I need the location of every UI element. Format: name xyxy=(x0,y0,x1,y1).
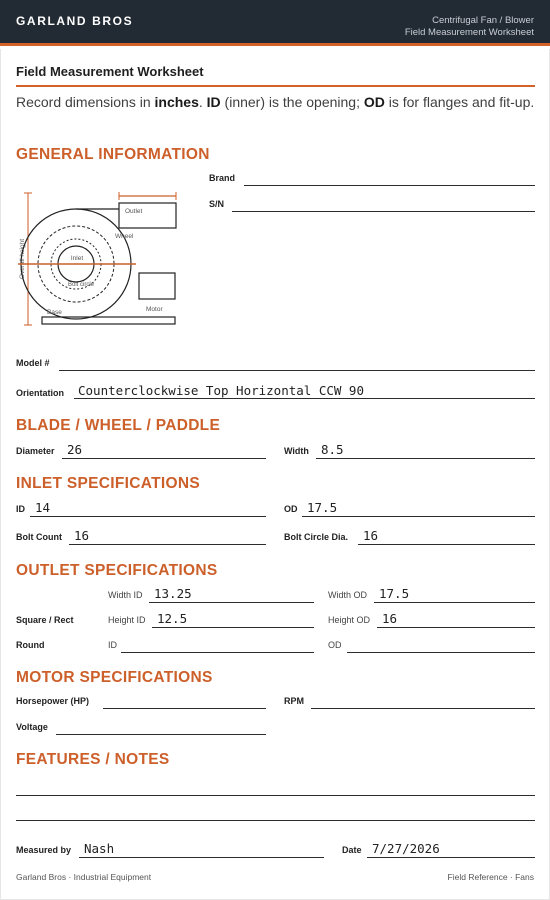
width-field[interactable] xyxy=(316,458,535,459)
section-general-information: GENERAL INFORMATION xyxy=(16,146,210,163)
voltage-label: Voltage xyxy=(16,722,48,732)
model-label: Model # xyxy=(16,358,50,368)
section-blade-wheel-paddle: BLADE / WHEEL / PADDLE xyxy=(16,417,221,434)
date-value: 7/27/2026 xyxy=(372,841,440,856)
inlet-od-field[interactable] xyxy=(302,516,535,517)
base-rect xyxy=(42,317,175,324)
bolt-circle-label: Bolt circle xyxy=(68,282,95,288)
height-od-field[interactable] xyxy=(377,627,535,628)
width-od-value: 17.5 xyxy=(379,586,410,601)
voltage-field[interactable] xyxy=(56,734,266,735)
title-divider xyxy=(16,85,535,87)
bolt-count-value: 16 xyxy=(74,528,90,543)
height-id-field[interactable] xyxy=(152,627,314,628)
intro-text-2: . xyxy=(198,94,207,110)
height-od-value: 16 xyxy=(382,611,398,626)
width-od-label: Width OD xyxy=(328,590,368,600)
section-inlet-specifications: INLET SPECIFICATIONS xyxy=(16,475,200,492)
measured-by-value: Nash xyxy=(84,841,115,856)
round-label: Round xyxy=(16,640,45,650)
worksheet-title: Field Measurement Worksheet xyxy=(16,64,204,79)
orientation-label: Orientation xyxy=(16,388,65,398)
notes-line-2[interactable] xyxy=(16,820,535,821)
height-od-label: Height OD xyxy=(328,615,371,625)
orientation-field[interactable] xyxy=(74,398,535,399)
motor-box xyxy=(139,273,175,299)
round-id-field[interactable] xyxy=(121,652,314,653)
intro-text-3: (inner) is the opening; xyxy=(220,94,364,110)
width-value: 8.5 xyxy=(321,442,344,457)
bolt-circle-dia-field[interactable] xyxy=(358,544,535,545)
intro-inches: inches xyxy=(154,94,199,110)
diameter-field[interactable] xyxy=(62,458,266,459)
horsepower-label: Horsepower (HP) xyxy=(16,696,90,706)
wheel-label: Wheel xyxy=(115,233,134,240)
motor-label: Motor xyxy=(146,306,163,313)
section-motor-specifications: MOTOR SPECIFICATIONS xyxy=(16,669,213,686)
outlet-box xyxy=(119,203,176,228)
date-field[interactable] xyxy=(367,857,535,858)
bolt-circle-dia-value: 16 xyxy=(363,528,379,543)
width-od-field[interactable] xyxy=(374,602,535,603)
width-id-label: Width ID xyxy=(108,590,143,600)
inlet-od-value: 17.5 xyxy=(307,500,338,515)
date-label: Date xyxy=(342,845,362,855)
width-id-value: 13.25 xyxy=(154,586,192,601)
inlet-label: Inlet xyxy=(70,255,84,262)
bolt-count-field[interactable] xyxy=(69,544,266,545)
intro-text-1: Record dimensions in xyxy=(16,94,155,110)
inlet-od-label: OD xyxy=(284,504,298,514)
instructions-text xyxy=(16,92,538,112)
header-subtitle-line1: Centrifugal Fan / Blower xyxy=(432,15,534,26)
intro-text-4: is for flanges and fit-up. xyxy=(384,94,535,110)
fan-diagram-svg xyxy=(16,185,181,330)
base-label: Base xyxy=(47,309,62,316)
section-outlet-specifications: OUTLET SPECIFICATIONS xyxy=(16,562,218,579)
height-id-value: 12.5 xyxy=(157,611,188,626)
measured-by-field[interactable] xyxy=(79,857,324,858)
overall-height-label: Overall height xyxy=(19,238,26,280)
round-od-field[interactable] xyxy=(347,652,535,653)
footer-reference: Field Reference · Fans xyxy=(447,872,534,882)
square-rect-label: Square / Rect xyxy=(16,615,74,625)
height-id-label: Height ID xyxy=(108,615,146,625)
outlet-label: Outlet xyxy=(125,208,143,215)
fan-diagram xyxy=(16,185,181,330)
inlet-id-label: ID xyxy=(16,504,25,514)
round-id-label: ID xyxy=(108,640,117,650)
section-features-notes: FEATURES / NOTES xyxy=(16,751,170,768)
brand-name: GARLAND BROS xyxy=(16,14,134,28)
measured-by-label: Measured by xyxy=(16,845,72,855)
brand-label: Brand xyxy=(209,173,236,183)
rpm-field[interactable] xyxy=(311,708,535,709)
header-subtitle xyxy=(405,15,534,39)
diameter-value: 26 xyxy=(67,442,83,457)
bolt-count-label: Bolt Count xyxy=(16,532,62,542)
orientation-value: Counterclockwise Top Horizontal CCW 90 xyxy=(78,383,364,398)
intro-id: ID xyxy=(206,94,221,110)
round-od-label: OD xyxy=(328,640,342,650)
sn-field[interactable] xyxy=(232,211,535,212)
header-bar xyxy=(0,0,550,46)
horsepower-field[interactable] xyxy=(103,708,266,709)
model-field[interactable] xyxy=(59,370,535,371)
sn-label: S/N xyxy=(209,199,225,209)
width-label: Width xyxy=(284,446,309,456)
notes-line-1[interactable] xyxy=(16,795,535,796)
diameter-label: Diameter xyxy=(16,446,55,456)
inlet-id-value: 14 xyxy=(35,500,51,515)
bolt-circle-dia-label: Bolt Circle Dia. xyxy=(284,532,349,542)
inlet-id-field[interactable] xyxy=(30,516,266,517)
intro-od: OD xyxy=(363,94,385,110)
rpm-label: RPM xyxy=(284,696,304,706)
width-id-field[interactable] xyxy=(149,602,314,603)
brand-field[interactable] xyxy=(244,185,535,186)
footer-company: Garland Bros · Industrial Equipment xyxy=(16,872,152,882)
header-subtitle-line2: Field Measurement Worksheet xyxy=(404,27,534,38)
